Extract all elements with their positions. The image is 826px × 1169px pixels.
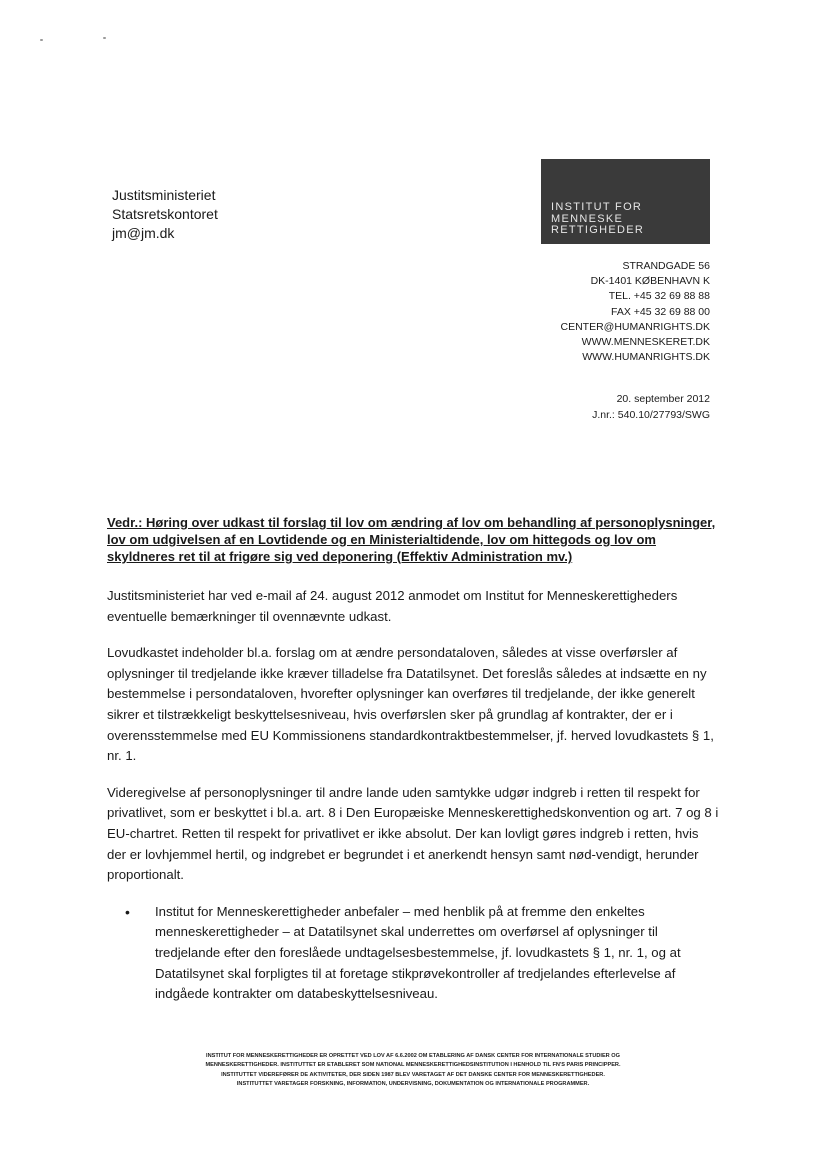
recipient-line: Statsretskontoret (112, 206, 218, 222)
body-paragraph: Lovudkastet indeholder bl.a. forslag om at ændre persondataloven, således at visse overførsler af oplysninger til tredjelande ikke kræver tilladelse fra Datatilsynet. Det foreslås således at indsætte en ny bestemmelse i persondataloven, hvorefter oplysninger kan overføres til tredjelande, der ikke generelt sikrer et tilstrækkeligt beskyttelsesniveau, hvis overførslen sker på grundlag af kontrakter, der er i overensstemmelse med EU Kommissionens standardkontraktbestemmelser, jf. herved lovudkastets § 1, nr. 1. (107, 645, 714, 764)
date-block (592, 391, 710, 423)
contact-website: WWW.HUMANRIGHTS.DK (582, 351, 710, 364)
letter-date: 20. september 2012 (616, 393, 710, 405)
contact-street: STRANDGADE 56 (622, 260, 710, 272)
logo-line: RETTIGHEDER (551, 224, 645, 236)
subject-heading: Vedr.: Høring over udkast til forslag til lov om ændring af lov om behandling af personoplysninger, lov om udgivelsen af en Lovtidende og en Ministerialtidende, lov om hittegods og lov om skyldneres ret til at frigøre sig ved deponering (Effektiv Administration mv.) (107, 515, 716, 564)
contact-email: CENTER@HUMANRIGHTS.DK (560, 320, 710, 333)
recipient-line: Justitsministeriet (112, 187, 216, 203)
scan-speck (40, 39, 43, 41)
footer-line: INSTITUTTET VARETAGER FORSKNING, INFORMATION, UNDERVISNING, DOKUMENTATION OG INTERNATIONALE PROGRAMMER. (236, 1081, 590, 1088)
body-paragraph: Videregivelse af personoplysninger til andre lande uden samtykke udgør indgreb i retten til respekt for privatlivet, som er beskyttet i bl.a. art. 8 i Den Europæiske Menneskerettighedskonvention og art. 7 og 8 i EU-chartret. Retten til respekt for privatlivet er ikke absolut. Der kan lovligt gøres indgreb i retten, hvis der er lovhjemmel hertil, og indgrebet er begrundet i et anerkendt hensyn samt nød-vendigt, herunder proportionalt. (107, 784, 719, 883)
footer-line: INSTITUT FOR MENNESKERETTIGHEDER ER OPRETTET VED LOV AF 6.6.2002 OM ETABLERING AF DANSK CENTER FOR INTERNATIONALE STUDIER OG (206, 1053, 620, 1059)
logo-line: MENNESKE (551, 212, 624, 225)
contact-phone: TEL. +45 32 69 88 88 (608, 290, 710, 303)
body-paragraph: Justitsministeriet har ved e-mail af 24. august 2012 anmodet om Institut for Menneskerettigheders eventuelle bemærkninger til ovennævnte udkast. (107, 588, 678, 624)
recipient-address (112, 186, 218, 243)
logo-line: INSTITUT FOR (551, 201, 643, 213)
recipient-email: jm@jm.dk (112, 225, 175, 241)
institute-logo (541, 159, 710, 244)
bullet-text: Institut for Menneskerettigheder anbefaler – med henblik på at fremme den enkeltes menneskerettigheder – at Datatilsynet skal underrettes om overførsel af oplysninger til tredjelande efter den foreslåede undtagelsesbestemmelse, jf. lovudkastets § 1, nr. 1, og at Datatilsynet skal forpligtes til at foretage stikprøvekontroller af tredjelandes efterlevelse af indgåede kontrakter om databeskyttelsesniveau. (155, 903, 681, 1002)
letter-body (107, 586, 719, 1005)
footer-notice (150, 1052, 676, 1090)
contact-city: DK-1401 KØBENHAVN K (590, 275, 710, 288)
recommendation-bullet (125, 902, 719, 1005)
footer-line: MENNESKERETTIGHEDER. INSTITUTTET ER ETABLERET SOM NATIONAL MENNESKERETTIGHEDSINSTITUTION I HENHOLD TIL FN'S PARIS PRINCIPPER. (205, 1062, 621, 1069)
footer-line: INSTITUTTET VIDEREFØRER DE AKTIVITETER, DER SIDEN 1987 BLEV VARETAGET AF DET DANSKE CENTER FOR MENNESKERETTIGHEDER. (221, 1071, 605, 1078)
contact-fax: FAX +45 32 69 88 00 (611, 305, 710, 318)
bullet-marker: • (125, 903, 130, 920)
scan-speck (103, 37, 106, 39)
sender-contact-block (561, 259, 711, 365)
contact-website: WWW.MENNESKERET.DK (581, 336, 710, 349)
scan-specks (40, 36, 120, 44)
journal-number: J.nr.: 540.10/27793/SWG (592, 409, 710, 421)
logo-text (551, 202, 644, 237)
